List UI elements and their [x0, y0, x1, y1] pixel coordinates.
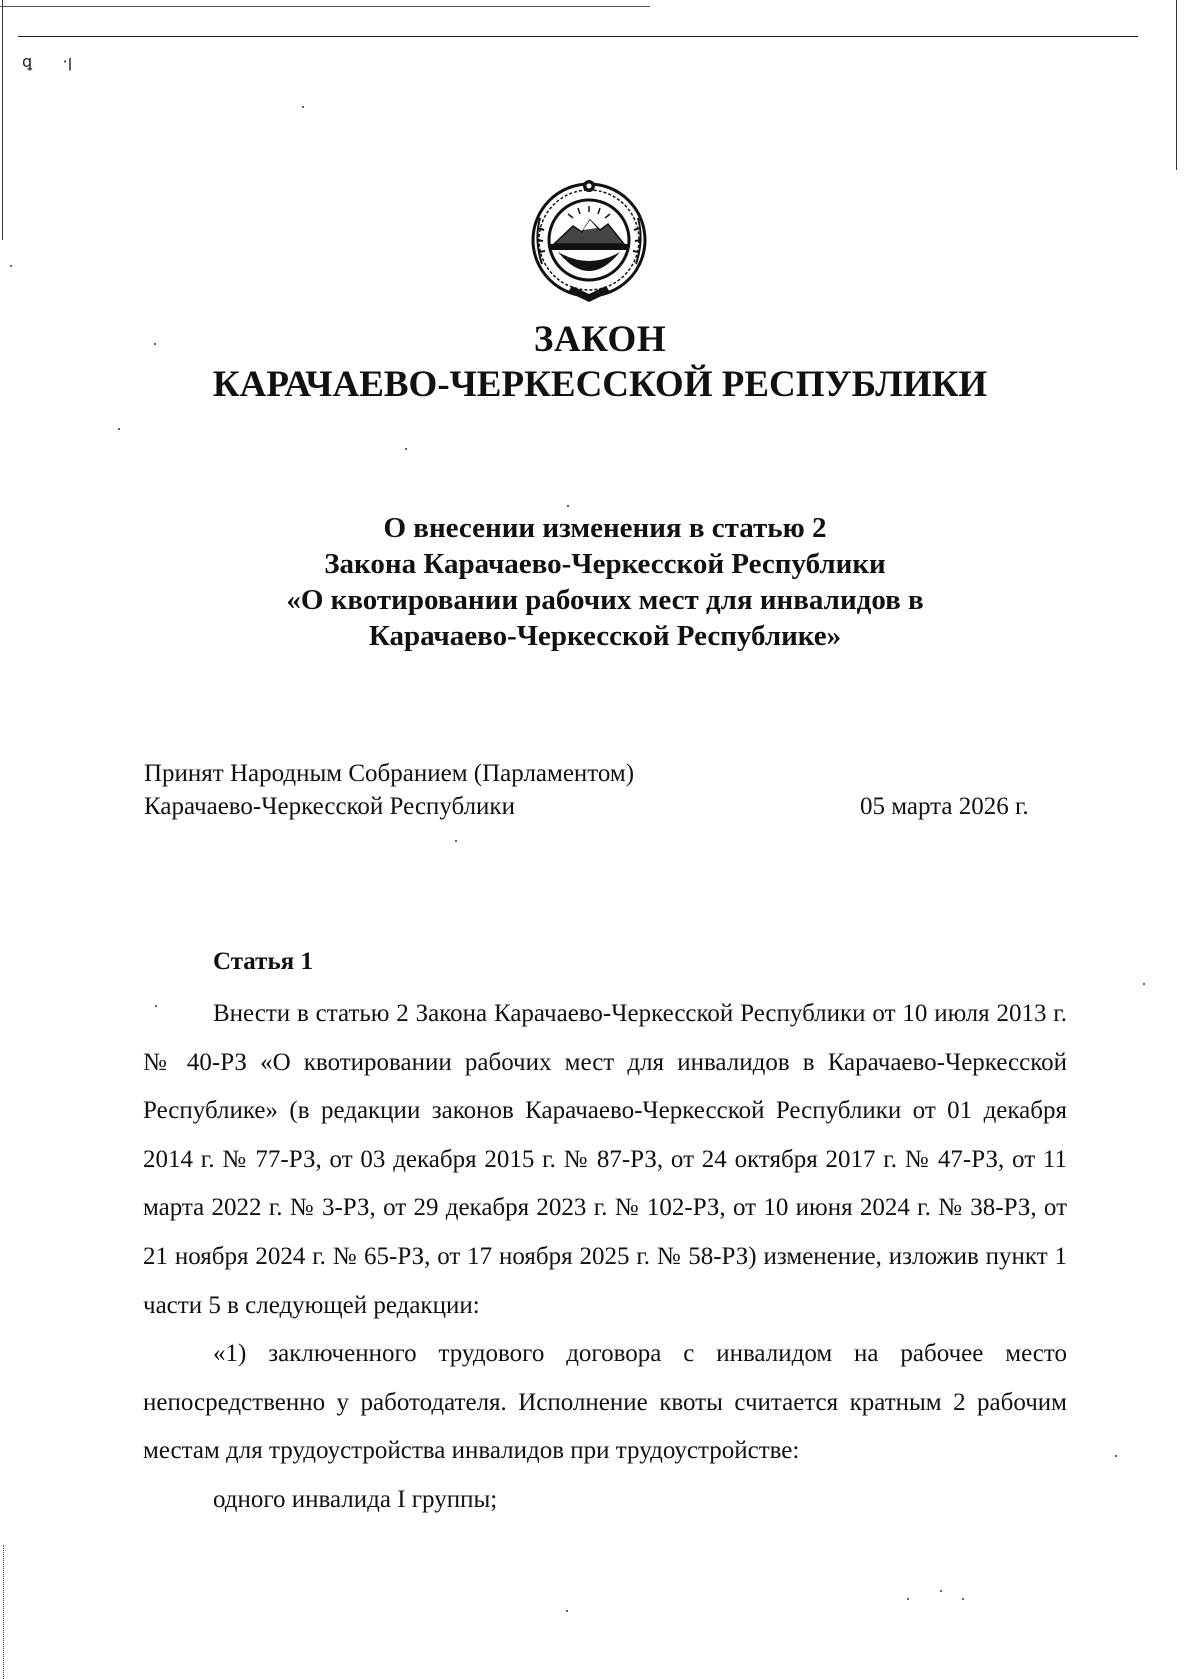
- scan-artifact-line: [18, 36, 1138, 37]
- subject-line: Карачаево-Черкесской Республике»: [368, 620, 842, 652]
- scan-speck: [940, 1590, 942, 1592]
- law-subject: [240, 510, 970, 654]
- adoption-statement: [144, 757, 634, 823]
- scan-artifact-edge: [2, 0, 3, 240]
- scan-speck: [567, 505, 569, 507]
- scan-speck: [566, 1610, 568, 1612]
- republic-name: КАРАЧАЕВО-ЧЕРКЕССКОЙ РЕСПУБЛИКИ: [212, 364, 988, 405]
- article-body: [143, 990, 1067, 1525]
- scan-artifact-line: [0, 6, 650, 7]
- adoption-line: Карачаево-Черкесской Республики: [144, 793, 515, 820]
- scan-speck: [405, 448, 407, 450]
- adoption-line: Принят Народным Собранием (Парламентом): [144, 760, 635, 787]
- scan-speck: [118, 428, 120, 430]
- scan-speck: [907, 1598, 909, 1600]
- subject-line: О внесении изменения в статью 2: [383, 512, 827, 544]
- law-title: ЗАКОН: [533, 319, 667, 360]
- coat-of-arms-icon: [528, 178, 650, 308]
- scan-speck: [1143, 983, 1145, 985]
- subject-line: «О квотировании рабочих мест для инвалидов в: [286, 584, 924, 616]
- scan-speck: [302, 106, 304, 108]
- scan-speck: [962, 1598, 964, 1600]
- adoption-date: 05 марта 2026 г.: [860, 793, 1029, 820]
- paragraph: «1) заключенного трудового договора с инвалидом на рабочее место непосредственно у работодателя. Исполнение квоты считается кратным 2 рабочим местам для трудоустройства инвалидов при трудоустройстве:: [143, 1340, 1067, 1465]
- scan-artifact-edge: [3, 1545, 4, 1679]
- paragraph: одного инвалида I группы;: [213, 1485, 498, 1513]
- paragraph: Внести в статью 2 Закона Карачаево-Черкесской Республики от 10 июля 2013 г. № 40-РЗ «О квотировании рабочих мест для инвалидов в Карачаево-Черкесской Республике» (в редакции законов Карачаево-Черкесской Республики от 01 декабря 2014 г. № 77-РЗ, от 03 декабря 2015 г. № 87-РЗ, от 24 октября 2017 г. № 47-РЗ, от 11 марта 2022 г. № 3-РЗ, от 29 декабря 2023 г. № 102-РЗ, от 10 июня 2024 г. № 38-РЗ, от 21 ноября 2024 г. № 65-РЗ, от 17 ноября 2025 г. № 58-РЗ) изменение, изложив пункт 1 части 5 в следующей редакции:: [143, 1000, 1067, 1319]
- article-heading: Статья 1: [213, 948, 313, 975]
- scan-speck: [10, 265, 12, 267]
- scan-artifact-marks: ꝗ ·ꞁ: [22, 52, 73, 71]
- scan-artifact-edge: [1176, 0, 1177, 170]
- scan-speck: [1115, 1455, 1117, 1457]
- subject-line: Закона Карачаево-Черкесской Республики: [324, 548, 886, 580]
- scan-speck: [455, 840, 457, 842]
